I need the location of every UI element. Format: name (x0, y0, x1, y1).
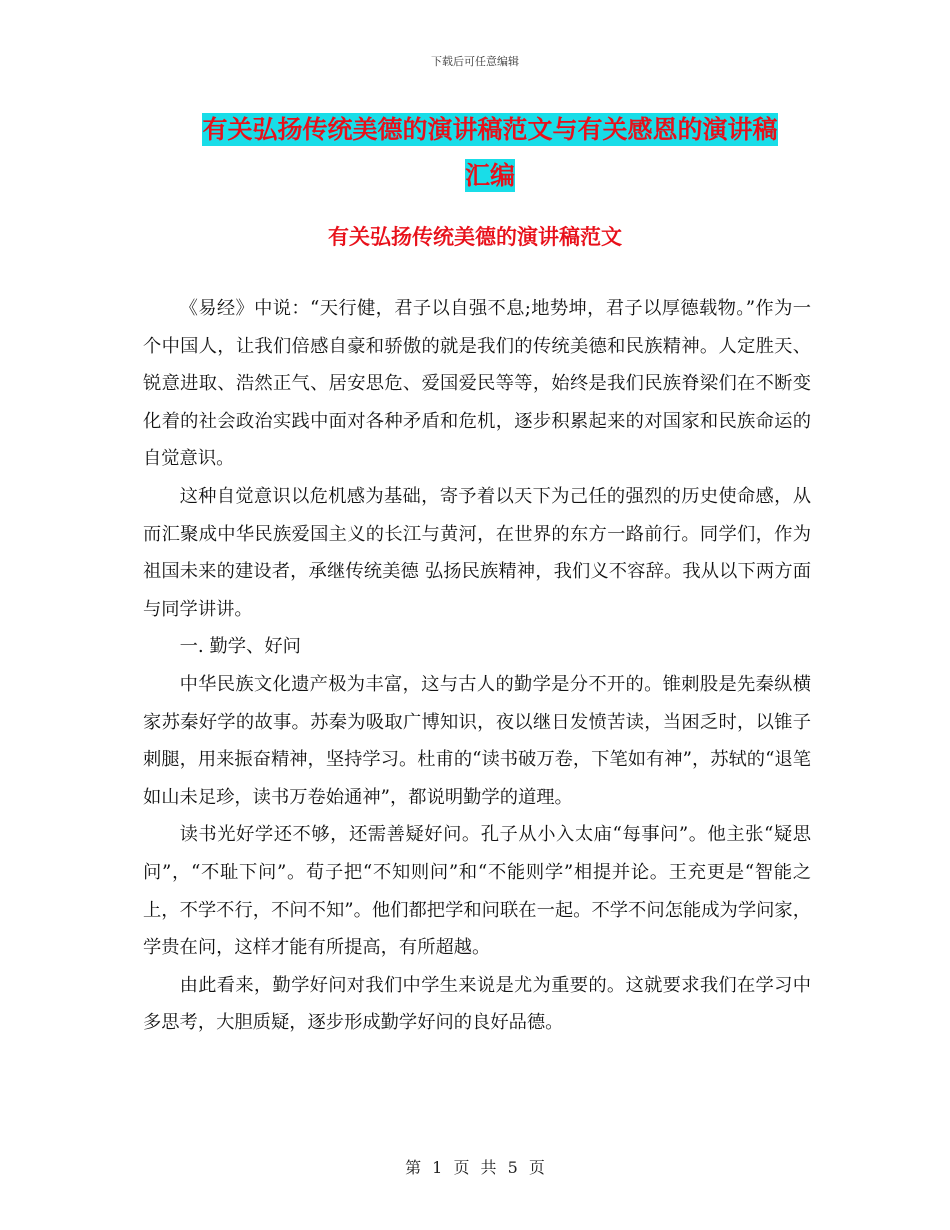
paragraph: 由此看来，勤学好问对我们中学生来说是尤为重要的。这就要求我们在学习中多思考，大胆质疑，逐步形成勤学好问的良好品德。 (143, 974, 811, 1034)
section-title: 有关弘扬传统美德的演讲稿范文 (328, 225, 622, 249)
paragraph: 《易经》中说：“天行健，君子以自强不息;地势坤，君子以厚德载物。”作为一个中国人，让我们倍感自豪和骄傲的就是我们的传统美德和民族精神。人定胜天、锐意进取、浩然正气、居安思危、爱国爱民等等，始终是我们民族脊梁们在不断变化着的社会政治实践中面对各种矛盾和危机，逐步积累起来的对国家和民族命运的自觉意识。 (143, 298, 811, 470)
document-title-line-1: 有关弘扬传统美德的演讲稿范文与有关感恩的演讲稿 (202, 115, 778, 144)
document-title (150, 107, 830, 199)
document-title-line-2: 汇编 (464, 161, 515, 190)
page-header-note: 下载后可任意编辑 (431, 55, 519, 68)
paragraph: 读书光好学还不够，还需善疑好问。孔子从小入太庙“每事问”。他主张“疑思问”，“不耻下问”。荀子把“不知则问”和“不能则学”相提并论。王充更是“智能之上，不学不行，不问不知”。他们都把学和问联在一起。不学不问怎能成为学问家，学贵在问，这样才能有所提高，有所超越。 (143, 824, 811, 959)
document-body (143, 290, 811, 1042)
page-number-footer: 第 1 页 共 5 页 (405, 1158, 545, 1177)
paragraph: 中华民族文化遗产极为丰富，这与古人的勤学是分不开的。锥刺股是先秦纵横家苏秦好学的故事。苏秦为吸取广博知识，夜以继日发愤苦读，当困乏时，以锥子刺腿，用来振奋精神，坚持学习。杜甫的“读书破万卷，下笔如有神”，苏轼的“退笔如山未足珍，读书万卷始通神”，都说明勤学的道理。 (143, 673, 811, 808)
section-heading: 一. 勤学、好问 (179, 636, 301, 658)
paragraph: 这种自觉意识以危机感为基础，寄予着以天下为己任的强烈的历史使命感，从而汇聚成中华民族爱国主义的长江与黄河，在世界的东方一路前行。同学们，作为祖国未来的建设者，承继传统美德 弘扬民族精神，我们义不容辞。我从以下两方面与同学讲讲。 (143, 485, 811, 620)
